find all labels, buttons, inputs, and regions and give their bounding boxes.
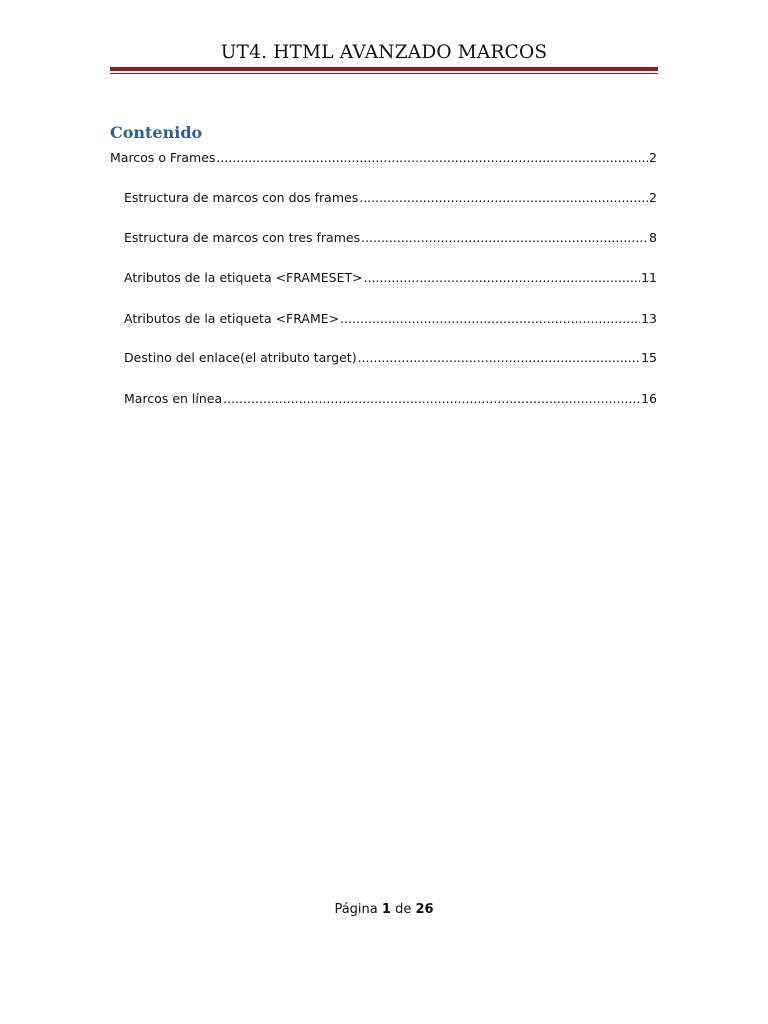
toc-entry-label: Marcos en línea bbox=[124, 391, 223, 406]
toc-entry-marcos-en-linea[interactable] bbox=[124, 391, 657, 407]
toc-entry-label: Estructura de marcos con dos frames bbox=[124, 190, 359, 205]
footer-page-word: Página bbox=[334, 902, 378, 917]
toc-entry-target[interactable] bbox=[124, 350, 657, 366]
toc-heading: Contenido bbox=[110, 123, 203, 142]
toc-entry-marcos-o-frames[interactable] bbox=[110, 150, 657, 166]
toc-dot-leader bbox=[216, 150, 648, 166]
toc-entry-page: 16 bbox=[641, 391, 657, 406]
toc-entry-label: Atributos de la etiqueta <FRAME> bbox=[124, 311, 340, 326]
footer-total-pages: 26 bbox=[415, 902, 434, 917]
toc-entry-page: 2 bbox=[649, 150, 657, 165]
toc-entry-frameset[interactable] bbox=[124, 270, 657, 286]
page-footer bbox=[0, 902, 768, 917]
toc-dot-leader bbox=[361, 230, 648, 246]
toc-entry-tres-frames[interactable] bbox=[124, 230, 657, 246]
toc-dot-leader bbox=[340, 311, 640, 327]
toc-entry-frame[interactable] bbox=[124, 311, 657, 327]
toc-dot-leader bbox=[364, 270, 640, 286]
toc-entry-label: Marcos o Frames bbox=[110, 150, 216, 165]
toc-entry-label: Estructura de marcos con tres frames bbox=[124, 230, 361, 245]
toc-entry-label: Destino del enlace(el atributo target) bbox=[124, 350, 357, 365]
toc-dot-leader bbox=[359, 190, 648, 206]
toc-entry-page: 13 bbox=[641, 311, 657, 326]
footer-of-word: de bbox=[395, 902, 412, 917]
toc-entry-page: 8 bbox=[649, 230, 657, 245]
toc-entry-page: 2 bbox=[649, 190, 657, 205]
page-header-title: UT4. HTML AVANZADO MARCOS bbox=[220, 42, 548, 63]
toc-dot-leader bbox=[358, 350, 641, 366]
toc-dot-leader bbox=[223, 391, 640, 407]
toc-entry-dos-frames[interactable] bbox=[124, 190, 657, 206]
footer-current-page: 1 bbox=[381, 902, 391, 917]
toc-entry-page: 11 bbox=[641, 270, 657, 285]
toc-entry-page: 15 bbox=[641, 350, 657, 365]
toc-entry-label: Atributos de la etiqueta <FRAMESET> bbox=[124, 270, 363, 285]
